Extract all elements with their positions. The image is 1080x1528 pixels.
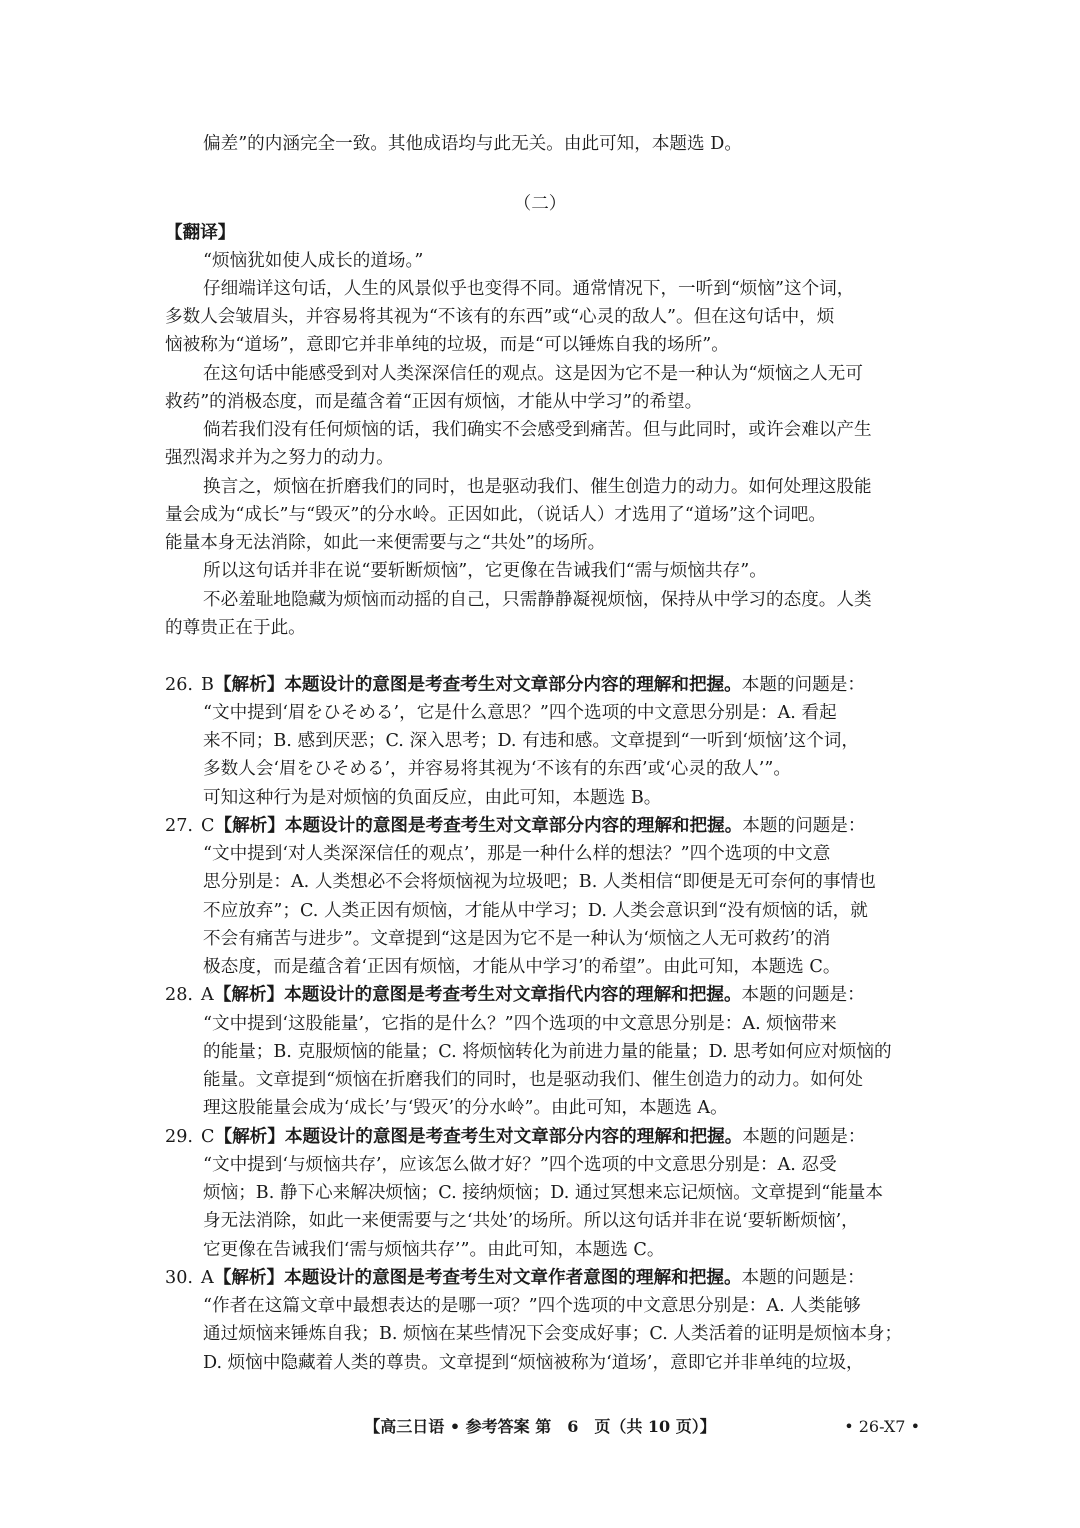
translation-line: 在这句话中能感受到对人类深深信任的观点。这是因为它不是一种认为“烦恼之人无可 [203, 364, 863, 384]
translation-line: 不必羞耻地隐藏为烦恼而动摇的自己，只需静静凝视烦恼，保持从中学习的态度。人类 [203, 590, 872, 610]
translation-label: 【翻译】 [165, 222, 236, 243]
question-number: 29. [165, 1127, 193, 1147]
analysis-line: 不会有痛苦与进步”。文章提到“这是因为它不是一种认为‘烦恼之人无可救药’的消 [203, 929, 831, 949]
translation-line: 所以这句话并非在说“要斩断烦恼”，它更像在告诫我们“需与烦恼共存”。 [203, 561, 767, 581]
translation-quote: “烦恼犹如使人成长的道场。” [203, 251, 424, 271]
analysis-line: “文中提到‘对人类深深信任的观点’，那是一种什么样的想法？”四个选项的中文意 [203, 844, 831, 864]
analysis-line: 可知这种行为是对烦恼的负面反应，由此可知，本题选 B。 [203, 788, 662, 808]
question-number: 27. [165, 816, 193, 836]
analysis-line: “文中提到‘眉をひそめる’，它是什么意思？”四个选项的中文意思分别是：A. 看起 [203, 703, 837, 723]
section-heading: （二） [513, 194, 567, 214]
analysis-head: 【解析】本题设计的意图是考查考生对文章部分内容的理解和把握。 [214, 815, 743, 836]
question-answer: A [201, 985, 214, 1005]
footer-page-info: 【高三日语 • 参考答案 第 6 页（共 10 页）】 [364, 1417, 716, 1436]
question-answer: A [201, 1268, 214, 1288]
translation-line: 换言之，烦恼在折磨我们的同时，也是驱动我们、催生创造力的动力。如何处理这股能 [203, 477, 872, 497]
analysis-head-tail: 本题的问题是： [741, 985, 865, 1005]
question-header [165, 1264, 920, 1292]
analysis-line: 通过烦恼来锤炼自我；B. 烦恼在某些情况下会变成好事；C. 人类活着的证明是烦恼本身； [203, 1324, 903, 1344]
analysis-head: 【解析】本题设计的意图是考查考生对文章作者意图的理解和把握。 [213, 1267, 742, 1288]
analysis-line: 理这股能量会成为‘成长’与‘毁灭’的分水岭”。由此可知，本题选 A。 [203, 1098, 728, 1118]
analysis-head: 【解析】本题设计的意图是考查考生对文章指代内容的理解和把握。 [213, 984, 742, 1005]
analysis-line: D. 烦恼中隐藏着人类的尊贵。文章提到“烦恼被称为‘道场’，意即它并非单纯的垃圾， [203, 1353, 864, 1373]
question-header [165, 812, 920, 840]
question-number: 28. [165, 985, 193, 1005]
translation-line: 救药”的消极态度，而是蕴含着“正因有烦恼，才能从中学习”的希望。 [165, 392, 703, 412]
analysis-line: 极态度，而是蕴含着‘正因有烦恼，才能从中学习’的希望”。由此可知，本题选 C。 [203, 957, 841, 977]
question-number: 30. [165, 1268, 193, 1288]
analysis-head-tail: 本题的问题是： [741, 1268, 865, 1288]
analysis-head-tail: 本题的问题是： [741, 675, 865, 695]
question-answer: B [201, 675, 214, 695]
analysis-line: 思分别是：A. 人类想必不会将烦恼视为垃圾吧；B. 人类相信“即便是无可奈何的事情也 [203, 872, 876, 892]
translation-line: 仔细端详这句话，人生的风景似乎也变得不同。通常情况下，一听到“烦恼”这个词， [203, 279, 855, 299]
analysis-line: 它更像在告诫我们‘需与烦恼共存’”。由此可知，本题选 C。 [203, 1240, 665, 1260]
analysis-head: 【解析】本题设计的意图是考查考生对文章部分内容的理解和把握。 [213, 674, 742, 695]
analysis-line: “文中提到‘与烦恼共存’，应该怎么做才好？”四个选项的中文意思分别是：A. 忍受 [203, 1155, 837, 1175]
analysis-head-tail: 本题的问题是： [742, 816, 866, 836]
question-answer: C [201, 816, 215, 836]
analysis-line: 的能量；B. 克服烦恼的能量；C. 将烦恼转化为前进力量的能量；D. 思考如何应对烦恼的 [203, 1042, 892, 1062]
analysis-line: 来不同；B. 感到厌恶；C. 深入思考；D. 有违和感。文章提到“一听到‘烦恼’这个词， [203, 731, 859, 751]
analysis-head-tail: 本题的问题是： [742, 1127, 866, 1147]
question-answer: C [201, 1127, 215, 1147]
question-header [165, 981, 920, 1009]
question-header [165, 1123, 920, 1151]
question-number: 26. [165, 675, 193, 695]
analysis-line: 烦恼；B. 静下心来解决烦恼；C. 接纳烦恼；D. 通过冥想来忘记烦恼。文章提到“能量本 [203, 1183, 883, 1203]
translation-line: 多数人会皱眉头，并容易将其视为“不该有的东西”或“心灵的敌人”。但在这句话中，烦 [165, 307, 835, 327]
analysis-line: “作者在这篇文章中最想表达的是哪一项？”四个选项的中文意思分别是：A. 人类能够 [203, 1296, 861, 1316]
analysis-line: “文中提到‘这股能量’，它指的是什么？”四个选项的中文意思分别是：A. 烦恼带来 [203, 1014, 837, 1034]
translation-line: 强烈渴求并为之努力的动力。 [165, 448, 394, 468]
analysis-line: 身无法消除，如此一来便需要与之‘共处’的场所。所以这句话并非在说‘要斩断烦恼’， [203, 1211, 859, 1231]
footer-code: • 26-X7 • [844, 1417, 920, 1436]
analysis-line: 多数人会‘眉をひそめる’，并容易将其视为‘不该有的东西’或‘心灵的敌人’”。 [203, 759, 791, 779]
analysis-line: 能量。文章提到“烦恼在折磨我们的同时，也是驱动我们、催生创造力的动力。如何处 [203, 1070, 863, 1090]
translation-line: 恼被称为“道场”，意即它并非单纯的垃圾，而是“可以锤炼自我的场所”。 [165, 335, 729, 355]
translation-line: 倘若我们没有任何烦恼的话，我们确实不会感受到痛苦。但与此同时，或许会难以产生 [203, 420, 872, 440]
translation-line: 量会成为“成长”与“毁灭”的分水岭。正因如此，（说话人）才选用了“道场”这个词吧。 [165, 505, 826, 525]
analysis-head: 【解析】本题设计的意图是考查考生对文章部分内容的理解和把握。 [214, 1126, 743, 1147]
translation-line: 的尊贵正在于此。 [165, 618, 306, 638]
question-header [165, 671, 920, 699]
continued-line: 偏差”的内涵完全一致。其他成语均与此无关。由此可知，本题选 D。 [203, 134, 742, 154]
analysis-line: 不应放弃”；C. 人类正因有烦恼，才能从中学习；D. 人类会意识到“没有烦恼的话，就 [203, 901, 868, 921]
translation-line: 能量本身无法消除，如此一来便需要与之“共处”的场所。 [165, 533, 606, 553]
